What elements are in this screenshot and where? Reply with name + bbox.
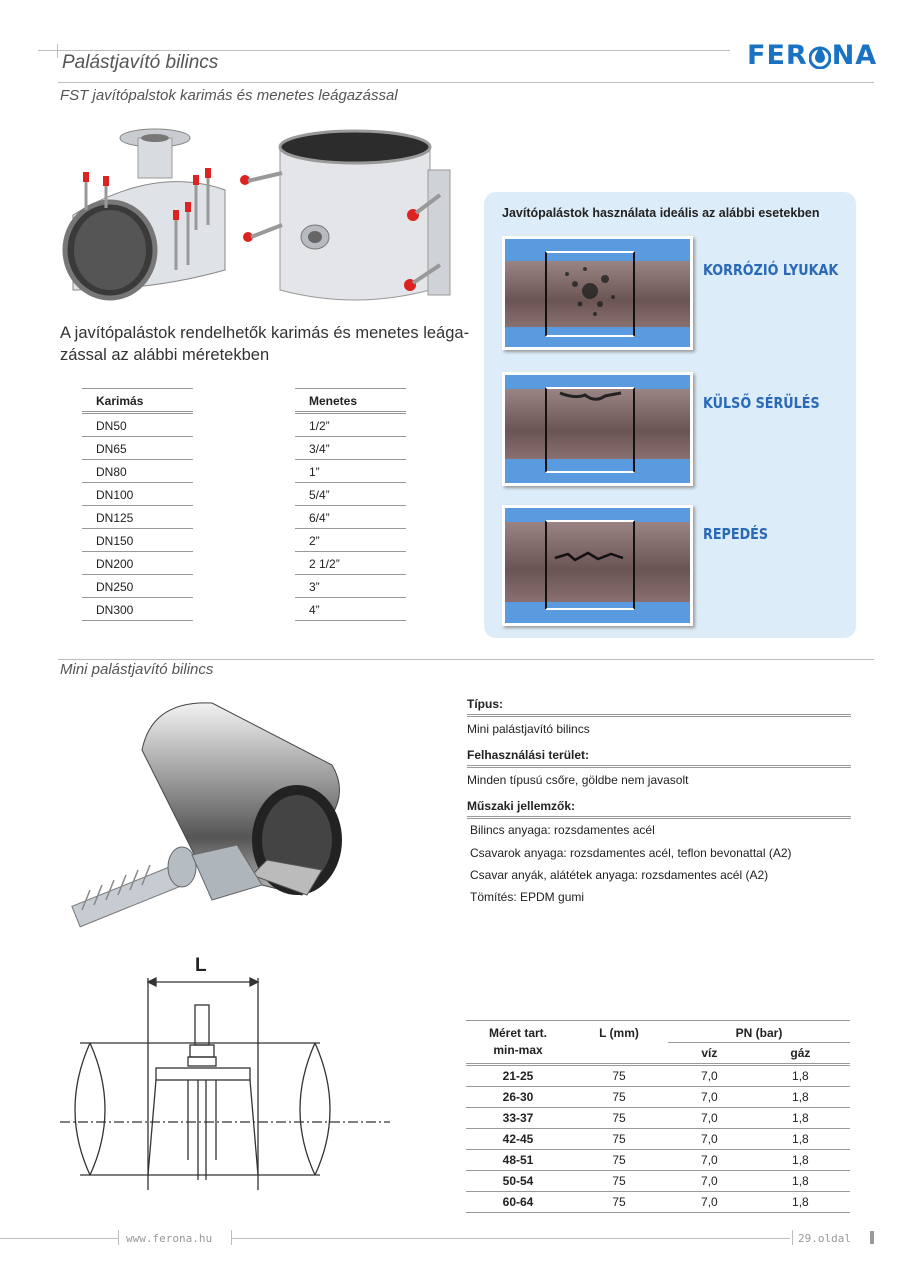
length-cell: 75 [570, 1150, 668, 1171]
size-range-cell: 33-37 [466, 1108, 570, 1129]
thread-size-row [295, 483, 406, 506]
footer-tick [792, 1230, 793, 1245]
thread-size-row [295, 552, 406, 575]
logo-text-left: FER [747, 40, 808, 71]
water-pn-cell: 7,0 [668, 1192, 751, 1213]
type-label: Típus: [467, 697, 851, 717]
header-tick [57, 44, 58, 58]
mini-clamp-size-table [466, 1020, 850, 1213]
thread-size-cell: 2 1/2” [295, 552, 406, 575]
crack-photo [502, 505, 693, 626]
ferona-logo [747, 40, 877, 71]
spec-item: Bilincs anyaga: rozsdamentes acél [470, 823, 655, 837]
footer-marker [870, 1231, 874, 1244]
flanged-clamp-photo [55, 120, 235, 305]
gas-pn-cell: 1,8 [751, 1150, 850, 1171]
col-gas: gáz [751, 1043, 850, 1065]
footer-tick [118, 1230, 119, 1245]
flange-size-row [82, 437, 193, 460]
length-cell: 75 [570, 1129, 668, 1150]
type-section [467, 697, 851, 736]
section2-rule [58, 659, 874, 660]
page-title: Palástjavító bilincs [62, 52, 219, 73]
flange-size-row [82, 506, 193, 529]
case-label-external-damage: KÜLSŐ SÉRÜLÉS [703, 394, 820, 412]
length-cell: 75 [570, 1108, 668, 1129]
usage-value: Minden típusú csőre, göldbe nem javasolt [467, 773, 689, 787]
thread-size-row [295, 460, 406, 483]
thread-size-row [295, 575, 406, 598]
header-bottom-rule [58, 82, 874, 83]
col-pn: PN (bar) [668, 1021, 850, 1043]
col-size-line2: min-max [493, 1043, 543, 1057]
usage-section [467, 748, 851, 787]
size-range-cell: 21-25 [466, 1065, 570, 1087]
footer-url: www.ferona.hu [126, 1232, 213, 1245]
gas-pn-cell: 1,8 [751, 1065, 850, 1087]
gas-pn-cell: 1,8 [751, 1087, 850, 1108]
water-pn-cell: 7,0 [668, 1065, 751, 1087]
length-cell: 75 [570, 1171, 668, 1192]
section1-subtitle: FST javítópalstok karimás és menetes leágazással [60, 87, 398, 104]
threaded-clamp-photo [240, 125, 470, 310]
length-cell: 75 [570, 1087, 668, 1108]
thread-size-cell: 5/4” [295, 483, 406, 506]
size-range-cell: 42-45 [466, 1129, 570, 1150]
thread-size-row [295, 506, 406, 529]
usage-label: Felhasználási terület: [467, 748, 851, 768]
external-damage-photo [502, 372, 693, 486]
thread-size-cell: 4” [295, 598, 406, 621]
header-top-rule [38, 50, 730, 51]
logo-text-right: NA [831, 40, 878, 71]
table-row [466, 1192, 850, 1213]
specs-section [467, 799, 851, 819]
flange-size-row [82, 598, 193, 621]
mini-clamp-drawing [60, 950, 400, 1212]
footer-rule-left [0, 1238, 118, 1239]
mini-clamp-photo [62, 695, 362, 935]
corrosion-photo [502, 236, 693, 350]
length-cell: 75 [570, 1065, 668, 1087]
flange-size-cell: DN65 [82, 437, 193, 460]
thread-size-row [295, 598, 406, 621]
thread-size-row [295, 529, 406, 552]
use-cases-title: Javítópalástok használata ideális az alábbi esetekben [502, 206, 820, 220]
col-size-line1: Méret tart. [488, 1026, 547, 1040]
table-row [466, 1129, 850, 1150]
length-cell: 75 [570, 1192, 668, 1213]
thread-size-table [295, 388, 406, 621]
thread-size-cell: 1” [295, 460, 406, 483]
col-length: L (mm) [570, 1021, 668, 1065]
thread-size-cell: 3/4” [295, 437, 406, 460]
flange-size-row [82, 460, 193, 483]
gas-pn-cell: 1,8 [751, 1129, 850, 1150]
spec-item: Csavarok anyaga: rozsdamentes acél, teflon bevonattal (A2) [470, 846, 792, 860]
table-row [466, 1087, 850, 1108]
spec-item: Csavar anyák, alátétek anyaga: rozsdamentes acél (A2) [470, 868, 769, 882]
table-row [466, 1150, 850, 1171]
water-pn-cell: 7,0 [668, 1087, 751, 1108]
flange-size-cell: DN300 [82, 598, 193, 621]
footer-rule-mid [231, 1238, 790, 1239]
spec-item: Tömítés: EPDM gumi [470, 890, 585, 904]
size-range-cell: 50-54 [466, 1171, 570, 1192]
size-range-cell: 60-64 [466, 1192, 570, 1213]
type-value: Mini palástjavító bilincs [467, 722, 590, 736]
thread-size-cell: 3” [295, 575, 406, 598]
col-water: víz [668, 1043, 751, 1065]
flange-size-row [82, 552, 193, 575]
thread-size-row [295, 413, 406, 437]
size-range-cell: 26-30 [466, 1087, 570, 1108]
flange-size-row [82, 483, 193, 506]
gas-pn-cell: 1,8 [751, 1192, 850, 1213]
flange-size-cell: DN200 [82, 552, 193, 575]
water-pn-cell: 7,0 [668, 1129, 751, 1150]
footer-page-number: 29.oldal [798, 1232, 851, 1245]
case-label-corrosion: KORRÓZIÓ LYUKAK [703, 261, 839, 279]
drawing-length-label: L [195, 955, 207, 976]
water-pn-cell: 7,0 [668, 1150, 751, 1171]
flange-size-cell: DN80 [82, 460, 193, 483]
case-label-crack: REPEDÉS [703, 525, 769, 543]
water-pn-cell: 7,0 [668, 1108, 751, 1129]
flange-size-row [82, 575, 193, 598]
thread-size-cell: 6/4” [295, 506, 406, 529]
water-pn-cell: 7,0 [668, 1171, 751, 1192]
flange-size-cell: DN150 [82, 529, 193, 552]
flange-size-cell: DN125 [82, 506, 193, 529]
flange-size-row [82, 529, 193, 552]
flange-size-cell: DN50 [82, 413, 193, 437]
flange-table-header: Karimás [82, 389, 193, 413]
water-drop-icon [809, 43, 831, 69]
section2-subtitle: Mini palástjavító bilincs [60, 661, 214, 678]
flange-size-cell: DN100 [82, 483, 193, 506]
table-row [466, 1171, 850, 1192]
gas-pn-cell: 1,8 [751, 1171, 850, 1192]
thread-table-header: Menetes [295, 389, 406, 413]
sizes-intro-text: A javítópalástok rendelhetők karimás és menetes leága- zással az alábbi méretekben [60, 324, 470, 364]
thread-size-cell: 2” [295, 529, 406, 552]
thread-size-row [295, 437, 406, 460]
flange-size-row [82, 413, 193, 437]
table-row [466, 1065, 850, 1087]
flange-size-table [82, 388, 193, 621]
size-range-cell: 48-51 [466, 1150, 570, 1171]
flange-size-cell: DN250 [82, 575, 193, 598]
table-row [466, 1108, 850, 1129]
specs-label: Műszaki jellemzők: [467, 799, 851, 819]
gas-pn-cell: 1,8 [751, 1108, 850, 1129]
thread-size-cell: 1/2” [295, 413, 406, 437]
